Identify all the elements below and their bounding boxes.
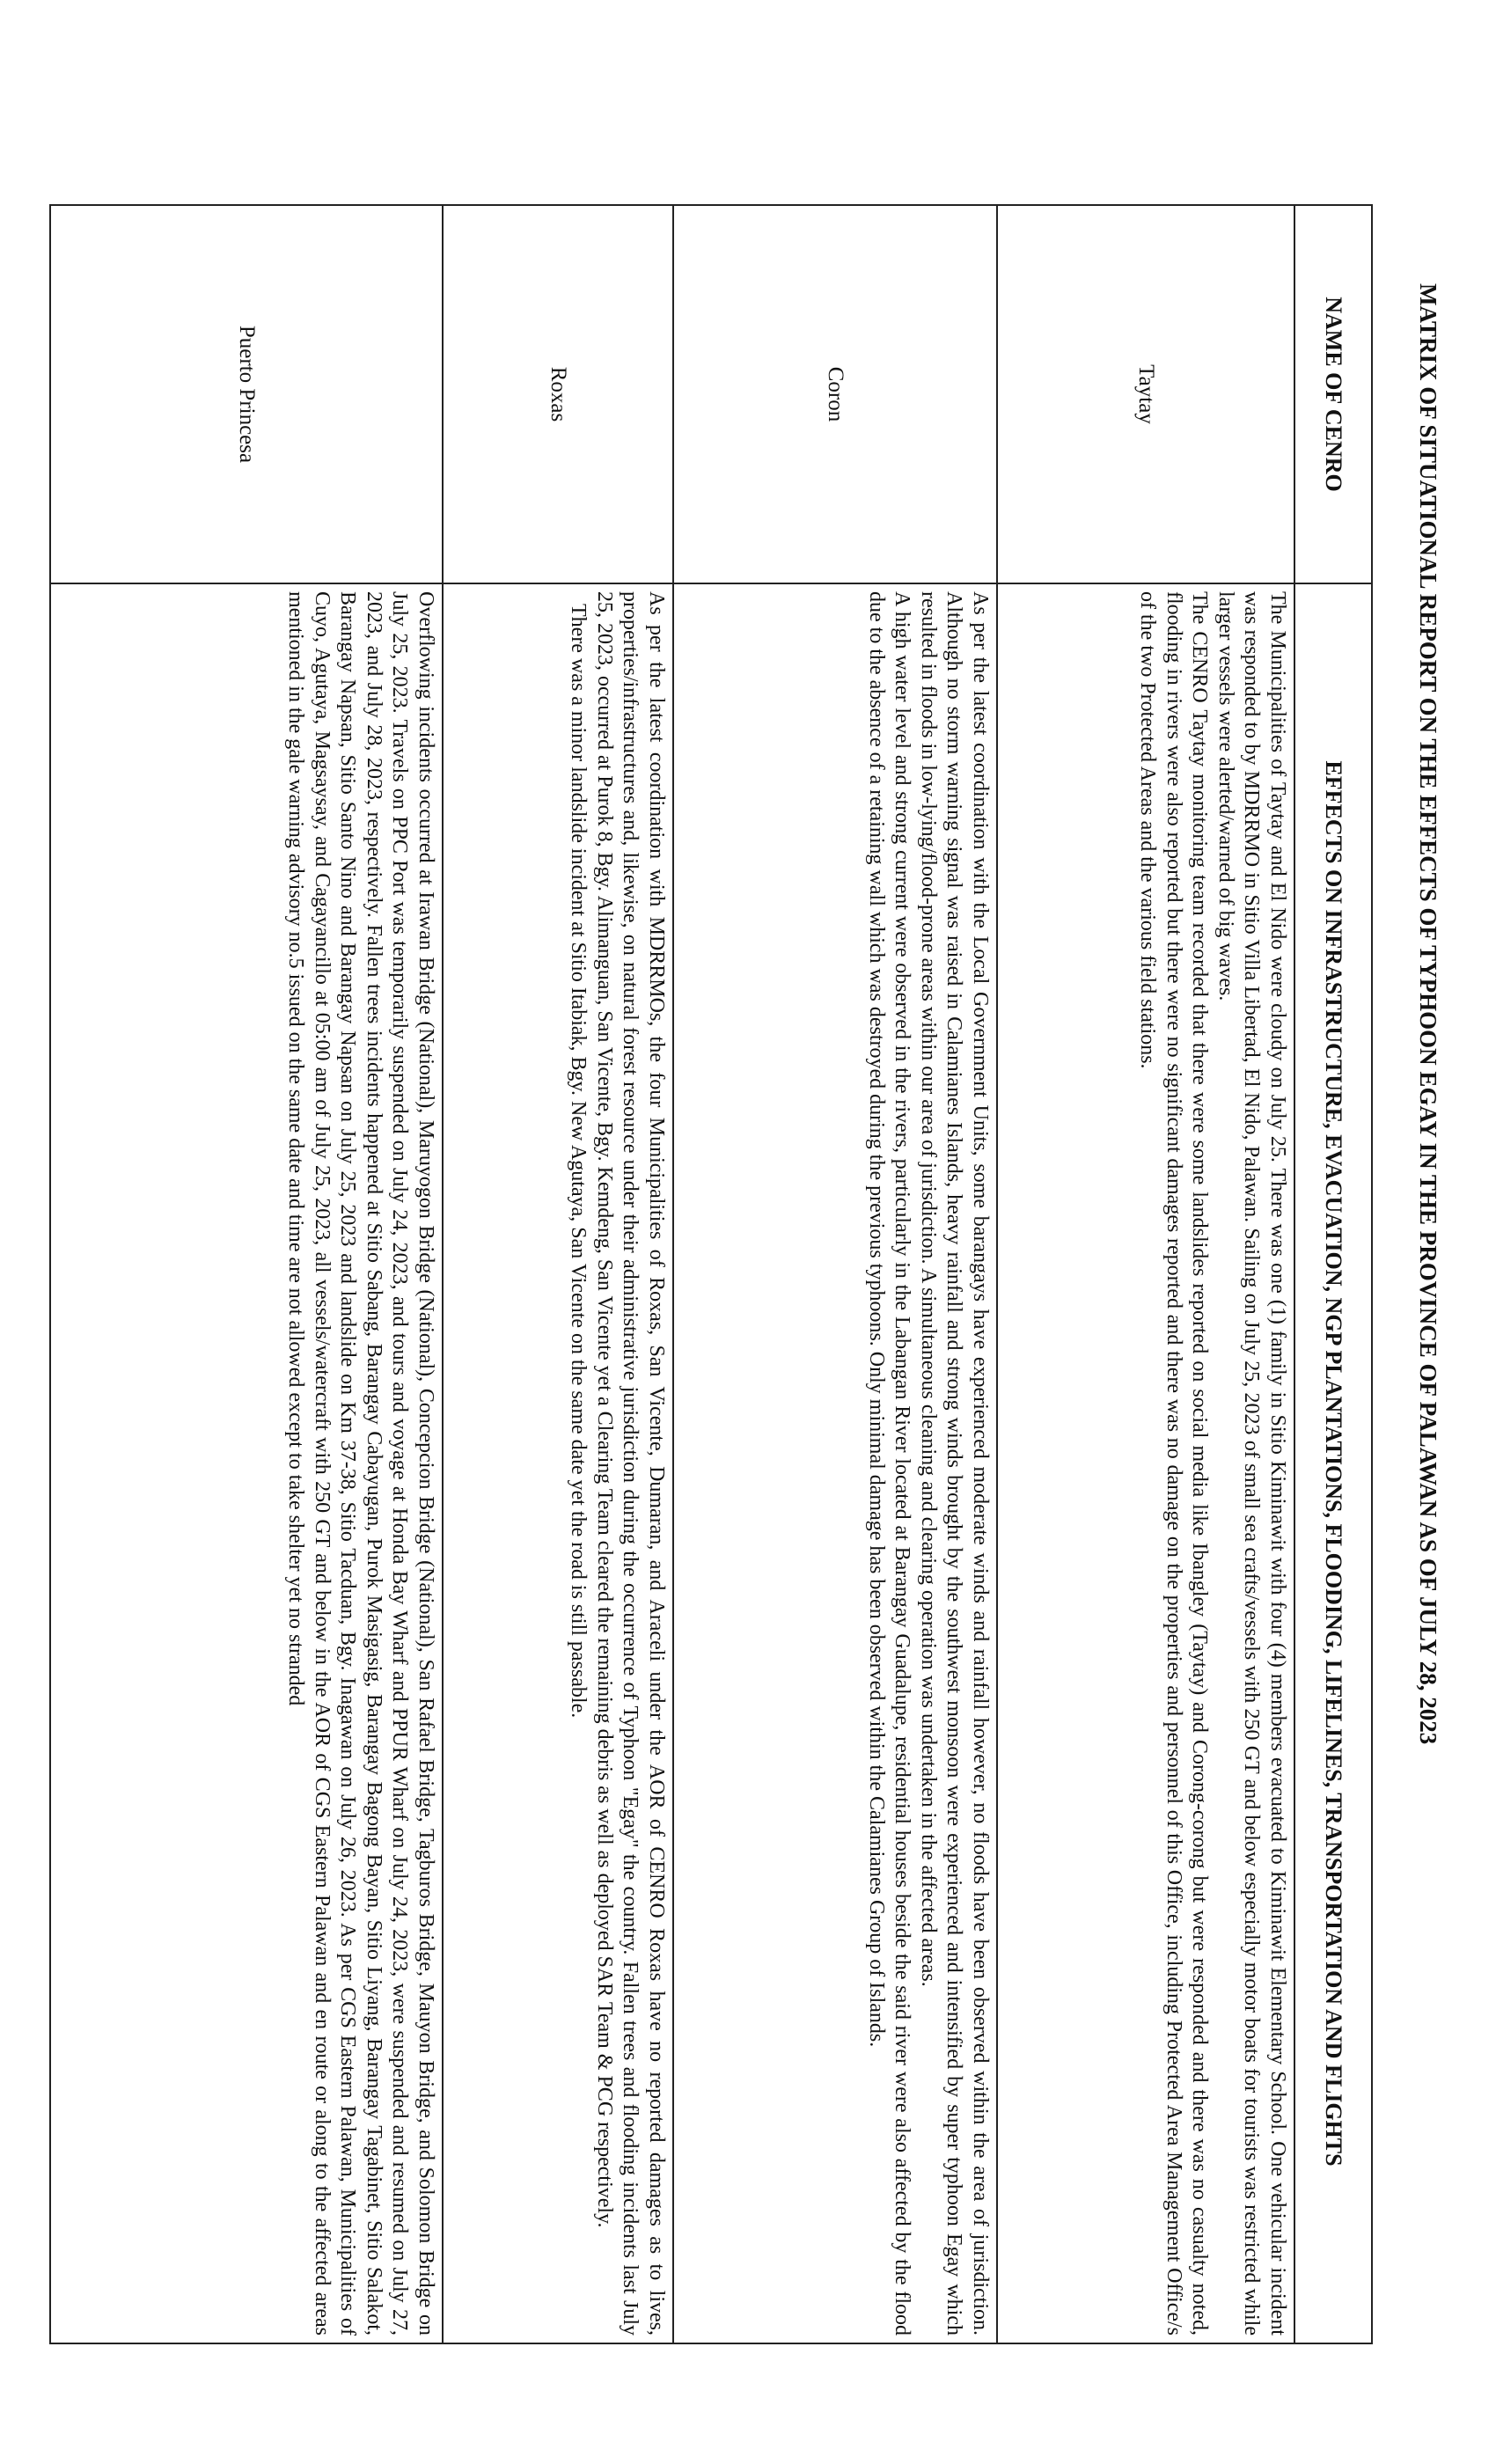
table-row-roxas xyxy=(443,205,673,2343)
table-row-coron xyxy=(673,205,997,2343)
effects-puerto-princesa xyxy=(50,583,443,2343)
cenro-name-taytay: Taytay xyxy=(997,205,1294,583)
document-title: MATRIX OF SITUATIONAL REPORT ON THE EFFECTS OF TYPHOON EGAY IN THE PROVINCE OF PALAWAN AS OF JULY 28, 2023 xyxy=(1415,283,1441,1745)
effects-paragraph: As per the latest coordination with MDRRMOs, the four Municipalities of Roxas, San Vicente, Dumaran, and Araceli under the AOR of CENRO Roxas have no reported damages as to lives, properties/infrastructures and, likewise, on natural forest resource under their administrative jurisdiction during the occurrence of Typhoon "Egay" the country. Fallen trees and flooding incidents last July 25, 2023, occurred at Purok 8, Bgy. Alimanguan, San Vicente, Bgy. Kemdeng, San Vicente yet a Clearing Team cleared the remaining debris as well as deployed SAR Team & PCG respectively. xyxy=(593,591,668,2336)
cenro-name-puerto-princesa: Puerto Princesa xyxy=(50,205,443,583)
effects-paragraph: The CENRO Taytay monitoring team recorded that there were some landslides reported on social media like Ibangley (Taytay) and Corong-corong but were responded and there was no casualty noted, flooding in rivers were also reported but there were no significant damages reported and there was no damage on the properties and personnel of this Office, including Protected Area Management Office/s of the two Protected Areas and the various field stations. xyxy=(1136,591,1212,2336)
header-effects: EFFECTS ON INFRASTRUCTURE, EVACUATION, NGP PLANTATIONS, FLOODING, LIFELINES, TRANSPORTATION AND FLIGHTS xyxy=(1294,583,1372,2343)
effects-coron xyxy=(673,583,997,2343)
table-row-puerto-princesa xyxy=(50,205,443,2343)
effects-paragraph: Overflowing incidents occurred at Irawan Bridge (National), Maruyogon Bridge (National), Concepcion Bridge (National), San Rafael Bridge, Tagburos Bridge, Mauyon Bridge, and Solomon Bridge on July 25, 2023. Travels on PPC Port was temporarily suspended on July 24, 2023, and tours and voyage at Honda Bay Wharf and PPUR Wharf on July 24, 2023, were suspended and resumed on July 27, 2023, and July 28, 2023, respectively. Fallen trees incidents happened at Sitio Sabang, Barangay Cabayugan, Purok Masigasig, Barangay Bagong Bayan, Sitio Liyang, Barangay Tagabinet, Sitio Salakot, Barangay Napsan, Sitio Santo Nino and Barangay Napsan on July 25, 2023 and landslide on Km 37-38, Sitio Tacduan, Bgy. Inagawan on July 26, 2023. As per CGS Eastern Palawan, Municipalities of Cuyo, Agutaya, Magsaysay, and Cagayancillo at 05:00 am of July 25, 2023, all vessels/watercraft with 250 GT and below in the AOR of CGS Eastern Palawan and en route or along to the affected areas mentioned in the gale warning advisory no.5 issued on the same date and time are not allowed except to take shelter yet no stranded xyxy=(284,591,437,2336)
effects-paragraph: The Municipalities of Taytay and El Nido were cloudy on July 25. There was one (1) family in Sitio Kiminawit with four (4) members evacuated to Kiminawit Elementary School. One vehicular incident was responded to by MDRRMO in Sitio Villa Libertad, El Nido, Palawan. Sailing on July 25, 2023 of small sea crafts/vessels with 250 GT and below especially motor boats for tourists was restricted while larger vessels were alerted/warned of big waves. xyxy=(1214,591,1289,2336)
effects-paragraph: There was a minor landslide incident at Sitio Itabiak, Bgy. New Agutaya, San Vicente on the same date yet the road is still passable. xyxy=(567,604,590,1719)
effects-taytay xyxy=(997,583,1294,2343)
table-header-row xyxy=(1294,205,1372,2343)
header-name-of-cenro: NAME OF CENRO xyxy=(1294,205,1372,583)
table-row-taytay xyxy=(997,205,1294,2343)
cenro-name-coron: Coron xyxy=(673,205,997,583)
situational-report-table xyxy=(49,204,1373,2344)
effects-paragraph: A high water level and strong current were observed in the rivers, particularly in the Labangan River located at Barangay Guadalupe, residential houses beside the said river were also affected by the flood due to the absence of a retaining wall which was destroyed during the previous typhoons. Only minimal damage has been observed within the Calamianes Group of Islands. xyxy=(865,591,914,2336)
effects-roxas xyxy=(443,583,673,2343)
cenro-name-roxas: Roxas xyxy=(443,205,673,583)
effects-paragraph: As per the latest coordination with the Local Government Units, some barangays have experienced moderate winds and rainfall however, no floods have been observed within the area of jurisdiction. Although no storm warning signal was raised in Calamianes Islands, heavy rainfall and strong winds brought by the southwest monsoon were experienced and intensified by super typhoon Egay which resulted in floods in low-lying/flood-prone areas within our area of jurisdiction. A simultaneous cleaning and clearing operation was undertaken in the affected areas. xyxy=(917,591,992,2336)
